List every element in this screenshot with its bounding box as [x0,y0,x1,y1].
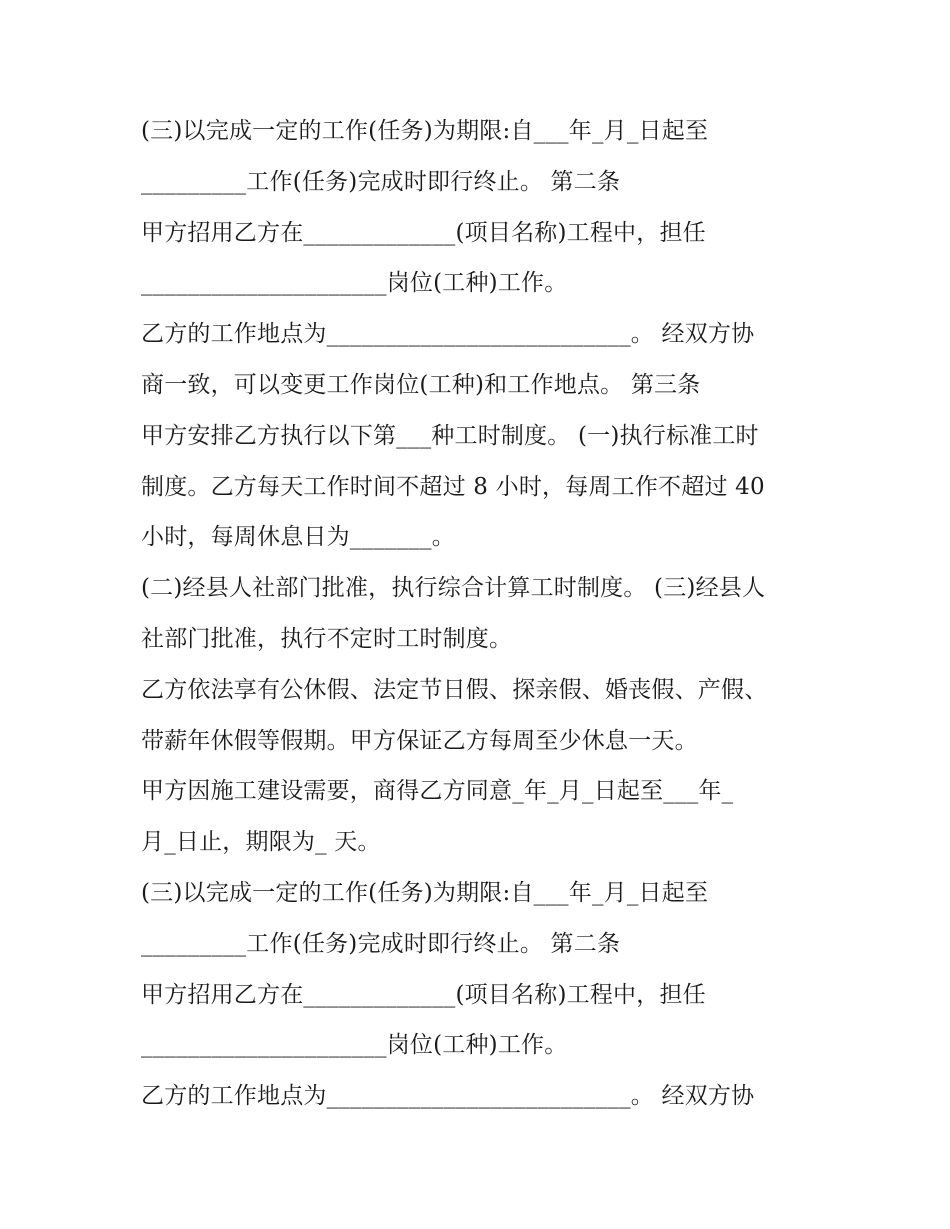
text-line: 小时，每周休息日为_______。 [141,524,455,551]
text-line: _____________________岗位(工种)工作。 [141,270,568,297]
text-line: (三)以完成一定的工作(任务)为期限:自___年_月_日起至 [141,118,709,144]
text-line: 甲方安排乙方执行以下第___种工时制度。 (一)执行标准工时 [141,422,759,449]
text-line: (三)以完成一定的工作(任务)为期限:自___年_月_日起至 [141,879,709,906]
text-line: (二)经县人社部门批准，执行综合计算工时制度。 (三)经县人 [141,575,766,602]
text-line: _________工作(任务)完成时即行终止。 第二条 [141,930,621,957]
text-line: 带薪年休假等假期。甲方保证乙方每周至少休息一天。 [141,727,698,754]
text-line: 月_日止，期限为_ 天。 [141,829,381,856]
text-line: 乙方的工作地点为__________________________。 经双方协 [141,1083,755,1110]
text-line: _________工作(任务)完成时即行终止。 第二条 [141,168,621,195]
text-line: 乙方依法享有公休假、法定节日假、探亲假、婚丧假、产假、 [141,676,768,703]
text-line: 乙方的工作地点为__________________________。 经双方协 [141,321,755,348]
text-line: 社部门批准，执行不定时工时制度。 [141,625,513,652]
text-line: _____________________岗位(工种)工作。 [141,1032,568,1059]
text-line: 甲方招用乙方在_____________(项目名称)工程中，担任 [141,219,706,246]
text-line: 制度。乙方每天工作时间不超过 8 小时，每周工作不超过 40 [141,473,765,500]
document-body [141,106,821,1122]
text-line: 甲方因施工建设需要，商得乙方同意_年_月_日起至___年_ [141,778,734,805]
text-line: 商一致，可以变更工作岗位(工种)和工作地点。 第三条 [141,371,701,398]
text-line: 甲方招用乙方在_____________(项目名称)工程中，担任 [141,981,706,1008]
